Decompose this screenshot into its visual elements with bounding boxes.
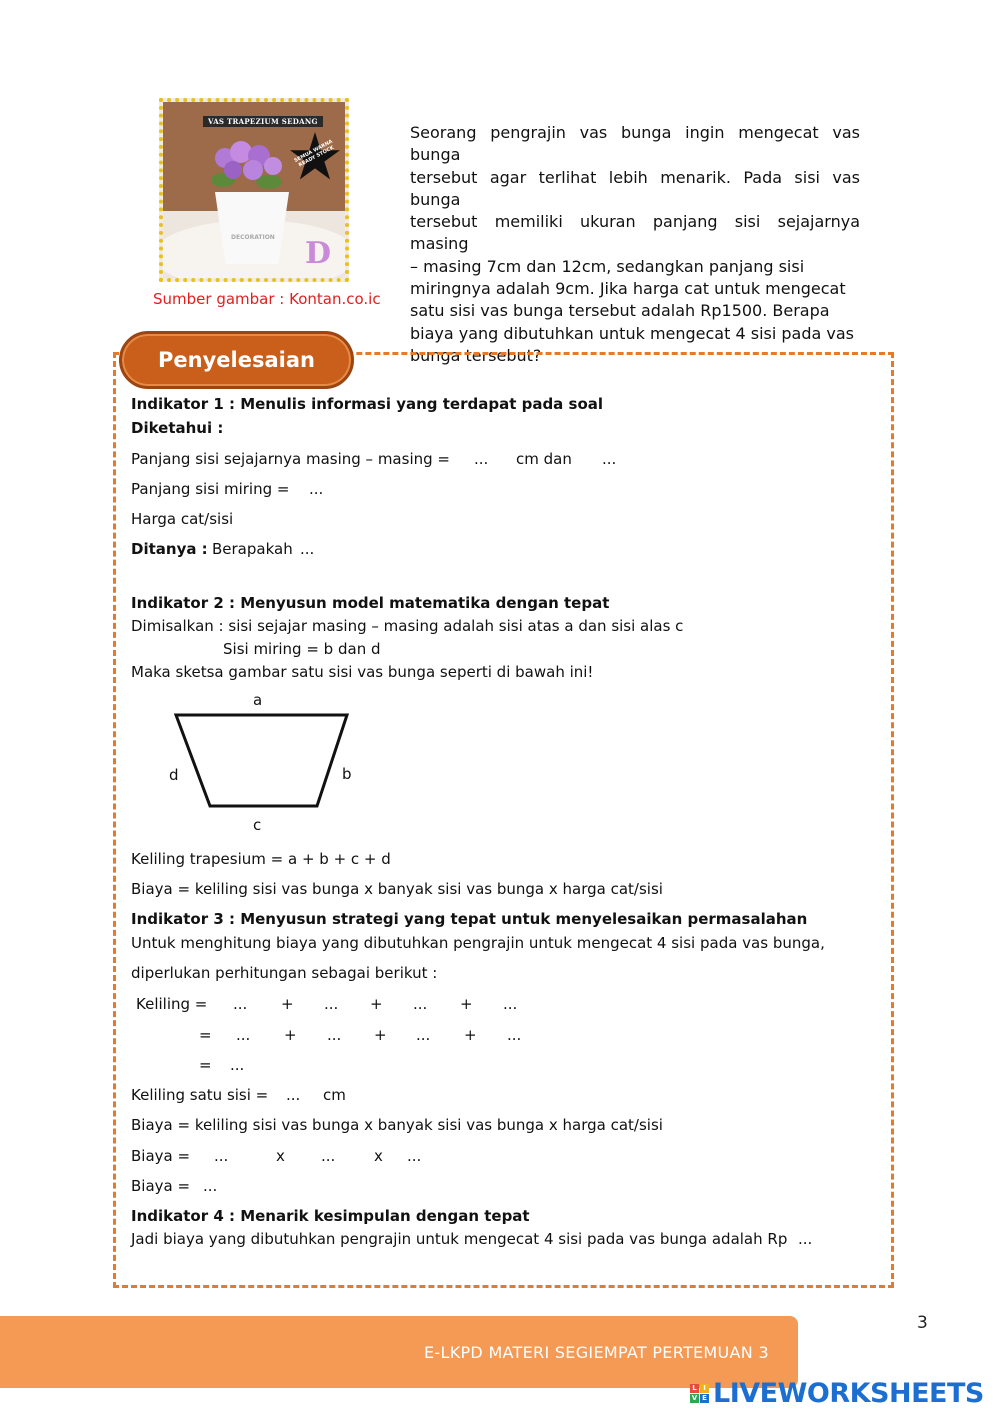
times-sign: x [374,1147,383,1165]
equals-sign: = [199,1056,212,1074]
problem-line: bunga tersebut? [410,345,542,365]
problem-line: tersebut memiliki ukuran panjang sisi sejajarnya masing [410,212,860,254]
stamp-text: SEMUA WARNA READY STOCK [293,138,336,169]
problem-line: satu sisi vas bunga tersebut adalah Rp1500. Berapa [410,301,830,321]
times-sign: x [276,1147,285,1165]
biaya-label: Biaya = [131,1147,191,1165]
sketsa-text: Maka sketsa gambar satu sisi vas bunga seperti di bawah ini! [131,663,594,681]
keliling-blank[interactable]: ... [324,995,339,1013]
diketahui-label: Diketahui : [131,419,224,437]
keliling-total-blank[interactable]: ... [230,1056,245,1074]
keliling-sisi-blank[interactable]: ... [286,1086,301,1104]
keliling-blank[interactable]: ... [236,1026,251,1044]
keliling-blank[interactable]: ... [413,995,428,1013]
plus-sign: + [284,1026,297,1044]
problem-line: – masing 7cm dan 12cm, sedangkan panjang sisi [410,256,805,276]
sisi-miring-text: Sisi miring = b dan d [223,640,381,658]
sejajar-blank-2[interactable]: ... [602,450,617,468]
brand-logo: D [305,236,332,271]
harga-label: Harga cat/sisi [131,510,234,528]
liveworksheets-logo[interactable] [690,1377,984,1409]
keliling-label: Keliling = [136,995,208,1013]
problem-line: Seorang pengrajin vas bunga ingin mengecat vas bunga [410,123,860,165]
strategi-line-2: diperlukan perhitungan sebagai berikut : [131,964,438,982]
liveworksheets-icon: L I V E [690,1384,709,1403]
unit-cm: cm [323,1086,346,1104]
plus-sign: + [370,995,383,1013]
keliling-blank[interactable]: ... [416,1026,431,1044]
keliling-formula: Keliling trapesium = a + b + c + d [131,850,391,868]
plus-sign: + [464,1026,477,1044]
biaya-formula: Biaya = keliling sisi vas bunga x banyak sisi vas bunga x harga cat/sisi [131,880,663,898]
dimisalkan-text: Dimisalkan : sisi sejajar masing – masing adalah sisi atas a dan sisi alas c [131,617,684,635]
liveworksheets-wordmark: LIVEWORKSHEETS [713,1377,984,1409]
label-d: d [169,766,179,784]
biaya-blank[interactable]: ... [321,1147,336,1165]
keliling-blank[interactable]: ... [503,995,518,1013]
plus-sign: + [460,995,473,1013]
problem-line: biaya yang dibutuhkan untuk mengecat 4 sisi pada vas [410,323,854,343]
label-a: a [253,691,263,709]
indikator-4-title: Indikator 4 : Menarik kesimpulan dengan tepat [131,1207,530,1225]
biaya-label: Biaya = [131,1177,191,1195]
page-number: 3 [917,1313,928,1333]
indikator-2-title: Indikator 2 : Menyusun model matematika dengan tepat [131,594,610,612]
product-label: VAS TRAPEZIUM SEDANG [203,116,323,127]
miring-blank[interactable]: ... [309,480,324,498]
biaya-blank[interactable]: ... [214,1147,229,1165]
biaya-formula-2: Biaya = keliling sisi vas bunga x banyak sisi vas bunga x harga cat/sisi [131,1116,663,1134]
biaya-total-blank[interactable]: ... [203,1177,218,1195]
indikator-3-title: Indikator 3 : Menyusun strategi yang tepat untuk menyelesaikan permasalahan [131,910,808,928]
sejajar-unit: cm dan [516,450,572,468]
trapezoid-shape [176,715,347,806]
ditanya-blank[interactable]: ... [300,540,315,558]
keliling-sisi-label: Keliling satu sisi = [131,1086,269,1104]
keliling-blank[interactable]: ... [507,1026,522,1044]
label-c: c [253,816,262,834]
keliling-blank[interactable]: ... [327,1026,342,1044]
image-caption: Sumber gambar : Kontan.co.ic [153,290,381,308]
conclusion-text: Jadi biaya yang dibutuhkan pengrajin untuk mengecat 4 sisi pada vas bunga adalah Rp [131,1230,788,1248]
brand-text: DECORATION [231,234,275,241]
keliling-blank[interactable]: ... [233,995,248,1013]
plus-sign: + [374,1026,387,1044]
ditanya-text: Berapakah [212,540,293,558]
sejajar-blank-1[interactable]: ... [474,450,489,468]
conclusion-blank[interactable]: ... [798,1230,813,1248]
indikator-1-title: Indikator 1 : Menulis informasi yang terdapat pada soal [131,395,604,413]
product-image [159,98,349,282]
problem-line: tersebut agar terlihat lebih menarik. Pada sisi vas bunga [410,167,860,209]
label-b: b [342,765,352,783]
equals-sign: = [199,1026,212,1044]
problem-text [410,122,860,367]
sejajar-label: Panjang sisi sejajarnya masing – masing = [131,450,450,468]
footer-text: E-LKPD MATERI SEGIEMPAT PERTEMUAN 3 [424,1343,769,1362]
plus-sign: + [281,995,294,1013]
problem-line: miringnya adalah 9cm. Jika harga cat untuk mengecat [410,279,846,299]
solution-title: Penyelesaian [119,331,354,389]
miring-label: Panjang sisi miring = [131,480,290,498]
biaya-blank[interactable]: ... [407,1147,422,1165]
vase-shape [215,192,289,264]
ditanya-label: Ditanya : [131,540,208,558]
flower-illustration [203,140,293,196]
strategi-line-1: Untuk menghitung biaya yang dibutuhkan pengrajin untuk mengecat 4 sisi pada vas bunga, [131,934,825,952]
